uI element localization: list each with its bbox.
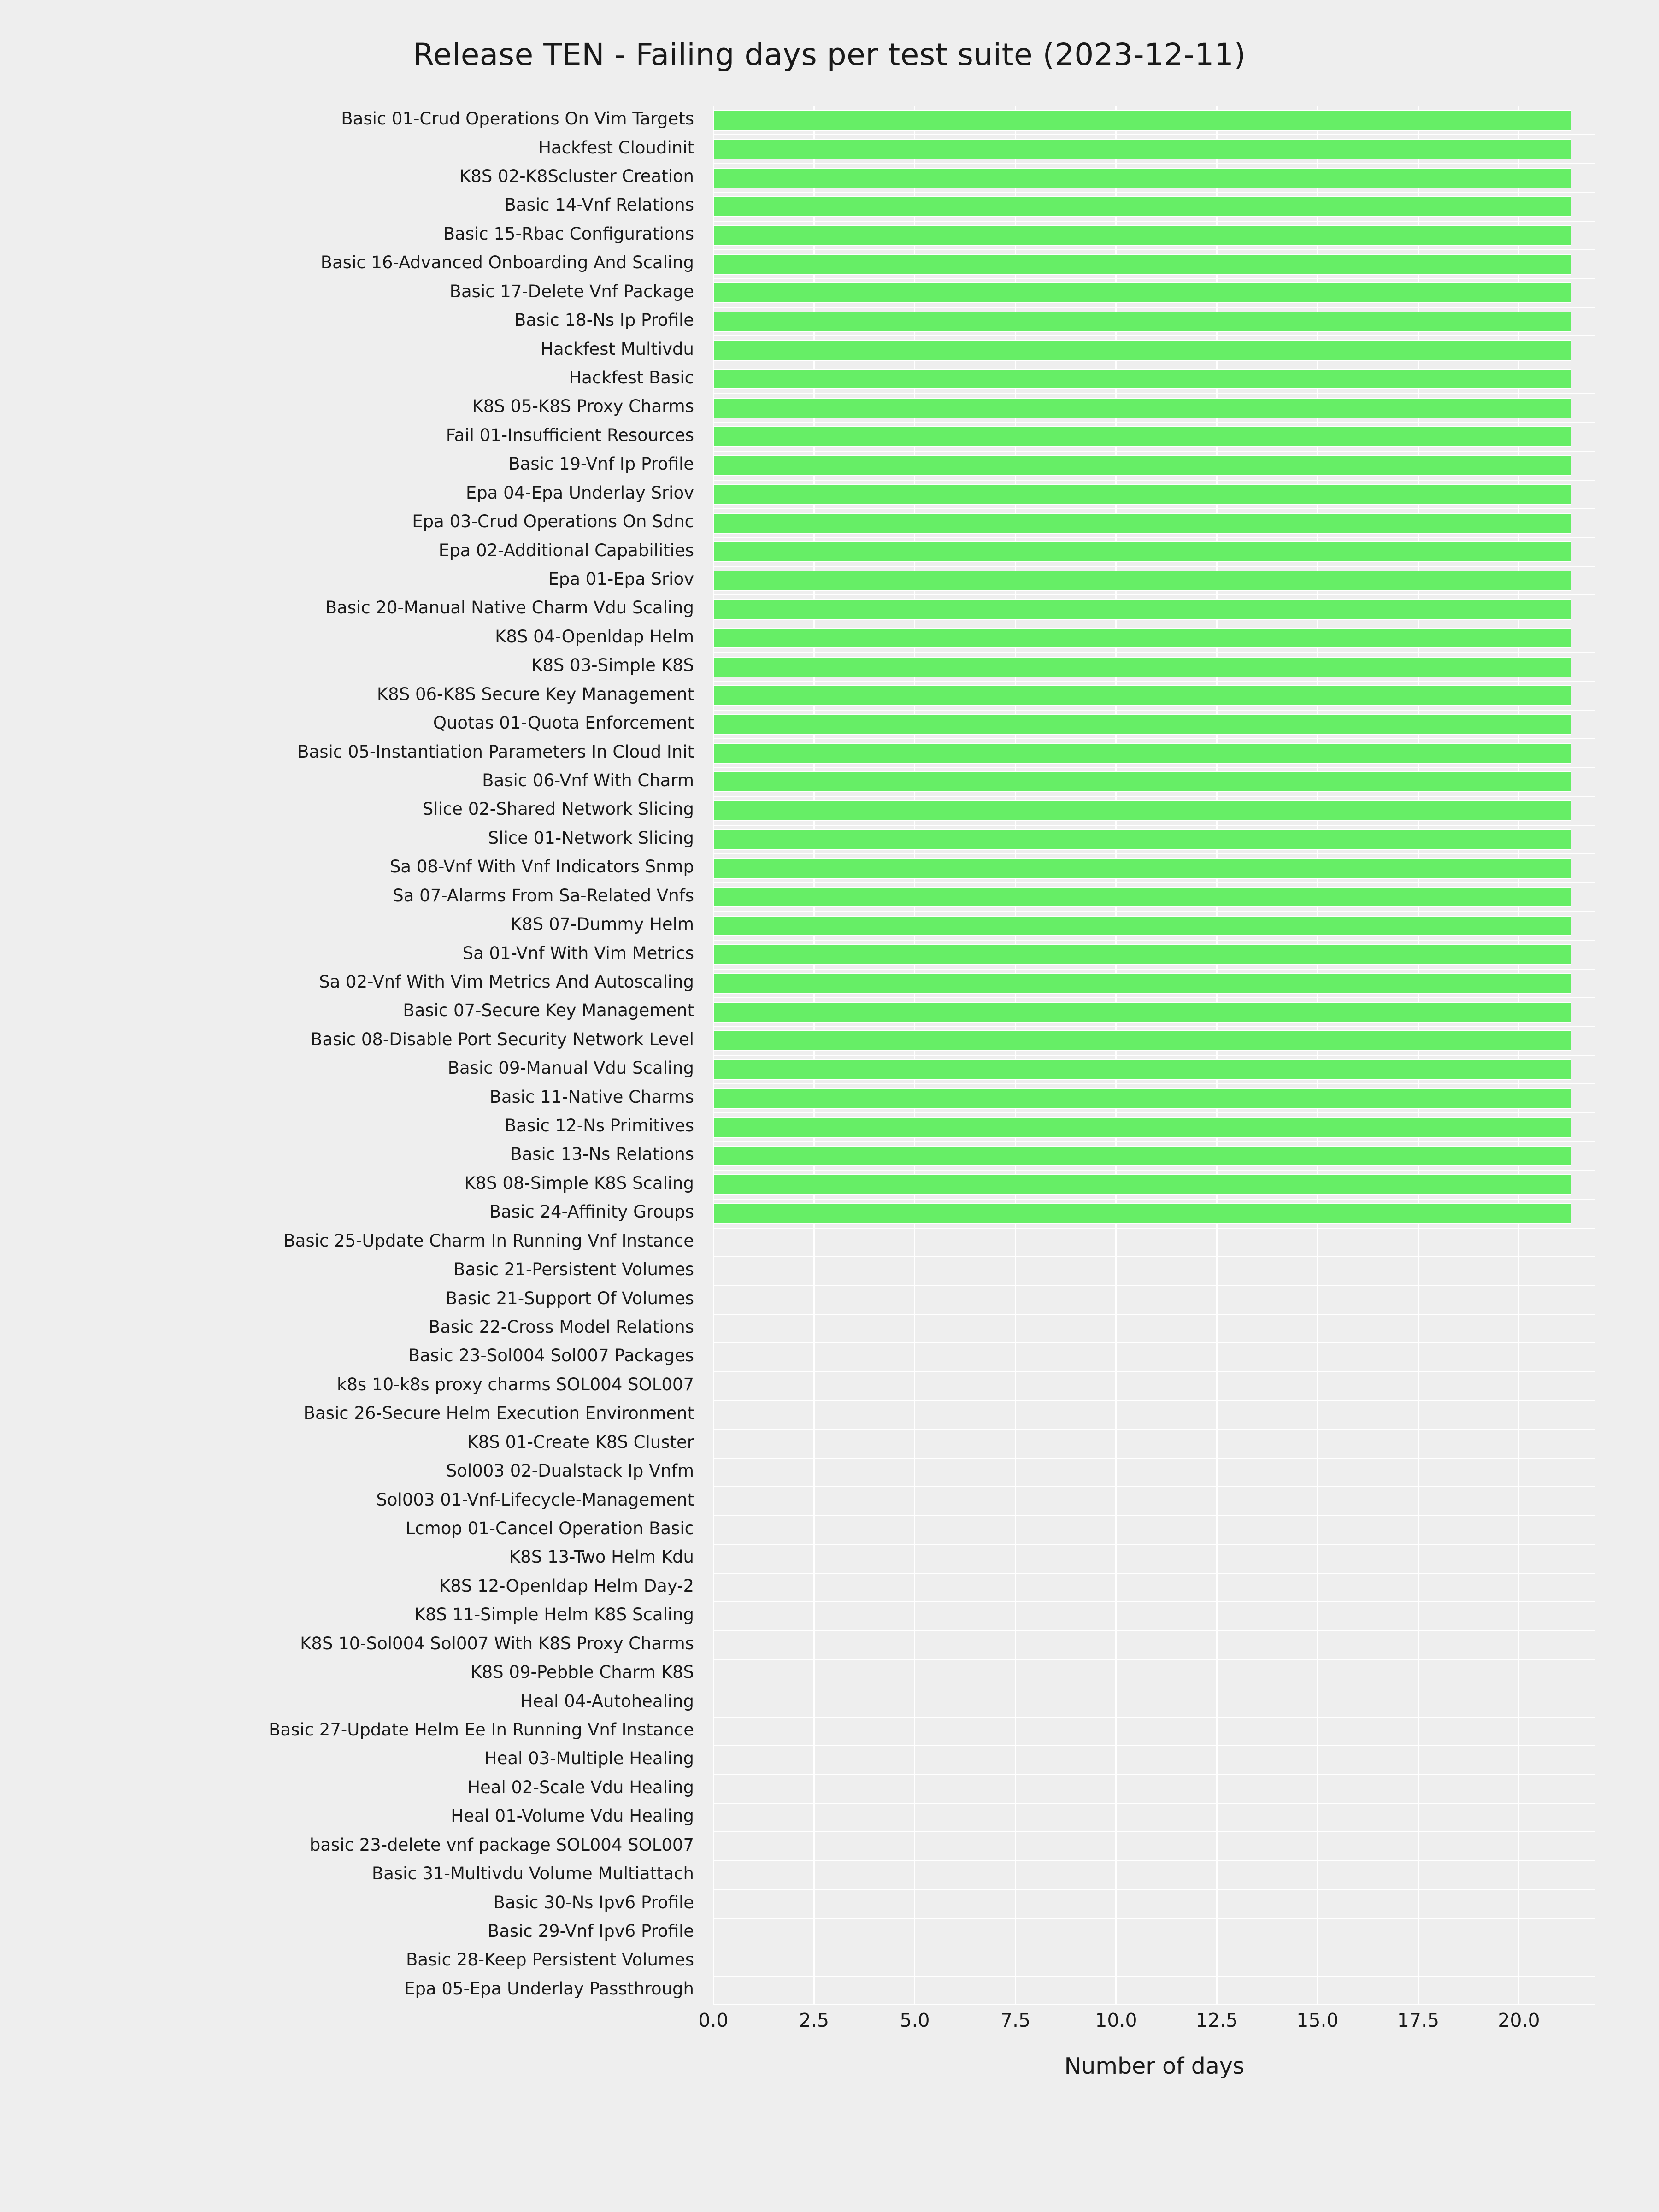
- x-tick-label: 2.5: [799, 2009, 830, 2031]
- y-tick-label: Heal 01-Volume Vdu Healing: [451, 1806, 694, 1826]
- y-tick-label: Heal 03-Multiple Healing: [484, 1748, 694, 1769]
- x-tick-label: 7.5: [1000, 2009, 1031, 2031]
- x-axis-title: Number of days: [1064, 2053, 1245, 2079]
- y-tick-label: Basic 05-Instantiation Parameters In Cloud Init: [297, 741, 694, 762]
- y-tick-label: Slice 01-Network Slicing: [488, 828, 694, 848]
- y-tick-label: Epa 05-Epa Underlay Passthrough: [404, 1978, 694, 1999]
- x-tick-label: 12.5: [1195, 2009, 1238, 2031]
- bar: [713, 254, 1571, 275]
- y-tick-label: K8S 10-Sol004 Sol007 With K8S Proxy Charms: [300, 1633, 694, 1653]
- x-tick-label: 5.0: [900, 2009, 930, 2031]
- bar: [713, 398, 1571, 418]
- y-tick-label: Basic 31-Multivdu Volume Multiattach: [371, 1864, 694, 1884]
- y-tick-label: Basic 07-Secure Key Management: [403, 1000, 694, 1021]
- y-tick-label: Sol003 02-Dualstack Ip Vnfm: [446, 1461, 694, 1481]
- y-tick-label: Basic 27-Update Helm Ee In Running Vnf Instance: [269, 1719, 694, 1740]
- y-tick-label: Slice 02-Shared Network Slicing: [422, 799, 694, 819]
- bar: [713, 139, 1571, 159]
- y-tick-label: Hackfest Multivdu: [541, 339, 694, 359]
- y-tick-label: Sa 07-Alarms From Sa-Related Vnfs: [393, 885, 694, 906]
- bar: [713, 944, 1571, 965]
- y-tick-label: Basic 18-Ns Ip Profile: [514, 310, 694, 330]
- y-axis-tick-labels: [28, 106, 704, 2005]
- bar: [713, 1117, 1571, 1138]
- bar: [713, 426, 1571, 447]
- y-tick-label: Basic 16-Advanced Onboarding And Scaling: [320, 253, 694, 273]
- y-tick-label: Basic 21-Persistent Volumes: [453, 1259, 694, 1280]
- bar: [713, 657, 1571, 677]
- y-tick-label: Epa 03-Crud Operations On Sdnc: [412, 512, 694, 532]
- x-tick-label: 17.5: [1397, 2009, 1440, 2031]
- bar: [713, 110, 1571, 131]
- x-tick-label: 20.0: [1498, 2009, 1540, 2031]
- y-tick-label: Basic 21-Support Of Volumes: [446, 1288, 694, 1308]
- bar: [713, 312, 1571, 332]
- y-tick-label: Basic 22-Cross Model Relations: [428, 1317, 694, 1337]
- y-tick-label: Basic 09-Manual Vdu Scaling: [447, 1058, 694, 1078]
- y-tick-label: Basic 14-Vnf Relations: [504, 195, 694, 215]
- y-tick-label: Hackfest Basic: [569, 368, 694, 388]
- y-tick-label: Basic 20-Manual Native Charm Vdu Scaling: [325, 598, 694, 618]
- bar-series: [713, 106, 1595, 2005]
- bar: [713, 743, 1571, 764]
- bar: [713, 1203, 1571, 1224]
- y-tick-label: K8S 09-Pebble Charm K8S: [471, 1662, 694, 1683]
- bar: [713, 887, 1571, 907]
- x-axis-tick-labels: [698, 2009, 1595, 2041]
- y-tick-label: basic 23-delete vnf package SOL004 SOL007: [309, 1835, 694, 1855]
- y-tick-label: Basic 28-Keep Persistent Volumes: [406, 1950, 694, 1970]
- chart-title: Release TEN - Failing days per test suite (2023-12-11): [413, 37, 1246, 72]
- bar: [713, 1174, 1571, 1195]
- y-tick-label: Sol003 01-Vnf-Lifecycle-Management: [376, 1489, 694, 1510]
- bar: [713, 1059, 1571, 1080]
- y-tick-label: K8S 04-Openldap Helm: [495, 626, 694, 647]
- bar: [713, 973, 1571, 994]
- y-tick-label: Basic 08-Disable Port Security Network Level: [311, 1029, 694, 1049]
- y-tick-label: Basic 26-Secure Helm Execution Environment: [303, 1403, 694, 1424]
- y-tick-label: Basic 13-Ns Relations: [510, 1144, 694, 1165]
- y-tick-label: Fail 01-Insufficient Resources: [446, 425, 694, 445]
- y-tick-label: Basic 25-Update Charm In Running Vnf Instance: [283, 1230, 694, 1251]
- y-tick-label: K8S 02-K8Scluster Creation: [459, 166, 694, 187]
- y-tick-label: Basic 29-Vnf Ipv6 Profile: [487, 1921, 694, 1941]
- bar: [713, 369, 1571, 390]
- bar: [713, 282, 1571, 303]
- y-tick-label: K8S 12-Openldap Helm Day-2: [439, 1576, 694, 1596]
- bar: [713, 800, 1571, 821]
- y-tick-label: Heal 02-Scale Vdu Healing: [467, 1777, 694, 1797]
- y-tick-label: Basic 17-Delete Vnf Package: [449, 281, 694, 301]
- bar: [713, 858, 1571, 879]
- y-tick-label: Basic 15-Rbac Configurations: [443, 224, 694, 244]
- y-tick-label: K8S 13-Two Helm Kdu: [509, 1547, 694, 1567]
- bar: [713, 340, 1571, 361]
- y-tick-label: Basic 30-Ns Ipv6 Profile: [493, 1892, 694, 1912]
- y-tick-label: Hackfest Cloudinit: [538, 137, 694, 158]
- bar: [713, 829, 1571, 850]
- x-tick-label: 0.0: [698, 2009, 729, 2031]
- bar: [713, 685, 1571, 706]
- bar: [713, 168, 1571, 188]
- bar: [713, 541, 1571, 562]
- y-tick-label: Basic 11-Native Charms: [489, 1087, 694, 1107]
- bar: [713, 571, 1571, 591]
- x-tick-label: 10.0: [1095, 2009, 1137, 2031]
- y-tick-label: K8S 01-Create K8S Cluster: [467, 1432, 694, 1452]
- y-tick-label: K8S 03-Simple K8S: [531, 655, 694, 676]
- bar: [713, 196, 1571, 217]
- y-tick-label: Heal 04-Autohealing: [520, 1691, 694, 1711]
- bar: [713, 714, 1571, 735]
- bar: [713, 455, 1571, 476]
- y-tick-label: Sa 01-Vnf With Vim Metrics: [462, 943, 694, 963]
- y-tick-label: K8S 08-Simple K8S Scaling: [464, 1173, 694, 1193]
- y-tick-label: K8S 07-Dummy Helm: [510, 914, 694, 935]
- bar: [713, 513, 1571, 534]
- x-tick-label: 15.0: [1296, 2009, 1339, 2031]
- y-tick-label: Basic 12-Ns Primitives: [504, 1116, 694, 1136]
- y-tick-label: Sa 02-Vnf With Vim Metrics And Autoscaling: [319, 971, 694, 992]
- y-tick-label: Basic 06-Vnf With Charm: [482, 770, 694, 790]
- y-tick-label: Epa 04-Epa Underlay Sriov: [465, 482, 694, 503]
- y-tick-label: K8S 06-K8S Secure Key Management: [377, 684, 694, 704]
- bar: [713, 916, 1571, 936]
- bar: [713, 484, 1571, 505]
- y-tick-label: Epa 01-Epa Sriov: [548, 569, 694, 589]
- y-tick-label: Basic 01-Crud Operations On Vim Targets: [341, 109, 694, 129]
- y-tick-label: Sa 08-Vnf With Vnf Indicators Snmp: [389, 857, 694, 877]
- y-tick-label: K8S 11-Simple Helm K8S Scaling: [414, 1605, 694, 1625]
- plot-area: [713, 106, 1595, 2005]
- bar: [713, 771, 1571, 792]
- y-tick-label: Epa 02-Additional Capabilities: [438, 540, 694, 560]
- y-tick-label: Basic 24-Affinity Groups: [489, 1202, 694, 1222]
- bar: [713, 1030, 1571, 1051]
- bar: [713, 1088, 1571, 1109]
- bar: [713, 599, 1571, 620]
- y-tick-label: Basic 23-Sol004 Sol007 Packages: [408, 1346, 694, 1366]
- y-tick-label: K8S 05-K8S Proxy Charms: [472, 396, 694, 417]
- bar: [713, 225, 1571, 246]
- bar: [713, 1146, 1571, 1166]
- y-tick-label: Quotas 01-Quota Enforcement: [433, 713, 694, 733]
- bar: [713, 628, 1571, 648]
- y-tick-label: Lcmop 01-Cancel Operation Basic: [405, 1518, 694, 1538]
- y-tick-label: k8s 10-k8s proxy charms SOL004 SOL007: [337, 1374, 694, 1394]
- bar: [713, 1002, 1571, 1023]
- y-tick-label: Basic 19-Vnf Ip Profile: [508, 454, 694, 474]
